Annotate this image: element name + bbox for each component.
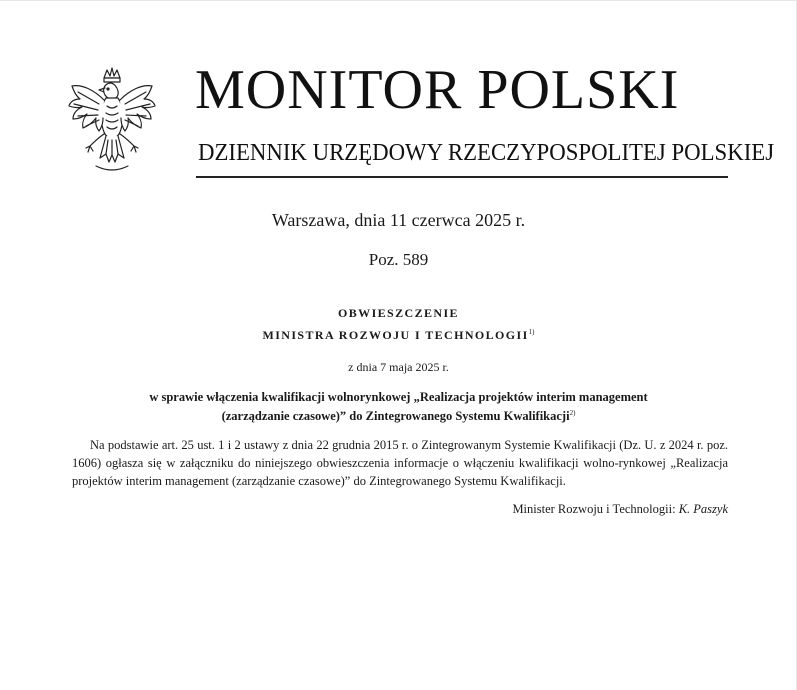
footnote-ref-1: 1)	[528, 328, 535, 336]
signature-block	[300, 501, 728, 517]
position-number: Poz. 589	[368, 250, 429, 269]
signature-name: K. Paszyk	[678, 502, 728, 516]
document-date: z dnia 7 maja 2025 r.	[348, 360, 449, 374]
document-subject	[110, 389, 687, 424]
masthead-divider	[196, 176, 728, 178]
document-subject-line1: w sprawie włączenia kwalifikacji wolnorynkowej „Realizacja projektów interim management	[149, 390, 648, 404]
polish-eagle-emblem-icon	[66, 66, 158, 178]
publication-title: MONITOR POLSKI	[195, 59, 680, 121]
document-type: OBWIESZCZENIE	[338, 306, 459, 320]
document-authority	[0, 324, 797, 343]
footnote-ref-2: 2)	[569, 409, 576, 417]
issue-date	[0, 208, 797, 232]
signature-role: Minister Rozwoju i Technologii:	[512, 502, 676, 516]
document-authority-text: MINISTRA ROZWOJU I TECHNOLOGII	[262, 328, 529, 342]
document-body: Na podstawie art. 25 ust. 1 i 2 ustawy z dnia 22 grudnia 2015 r. o Zintegrowanym Systemie Kwalifikacji (Dz. U. z 2024 r. poz. 1606) ogłasza się w załączniku do niniejszego obwieszczenia informacje o włączeniu kwalifikacji wolno-rynkowej „Realizacja projektów interim management (zarządzanie czasowe)” do Zintegrowanego Systemu Kwalifikacji.	[72, 438, 728, 488]
document-subject-line2: (zarządzanie czasowe)” do Zintegrowanego Systemu Kwalifikacji	[221, 409, 570, 424]
page-edge-top	[0, 0, 797, 1]
issue-date-text: Warszawa, dnia 11 czerwca 2025 r.	[271, 210, 526, 230]
publication-subtitle: DZIENNIK URZĘDOWY RZECZYPOSPOLITEJ POLSKIEJ	[198, 140, 775, 166]
